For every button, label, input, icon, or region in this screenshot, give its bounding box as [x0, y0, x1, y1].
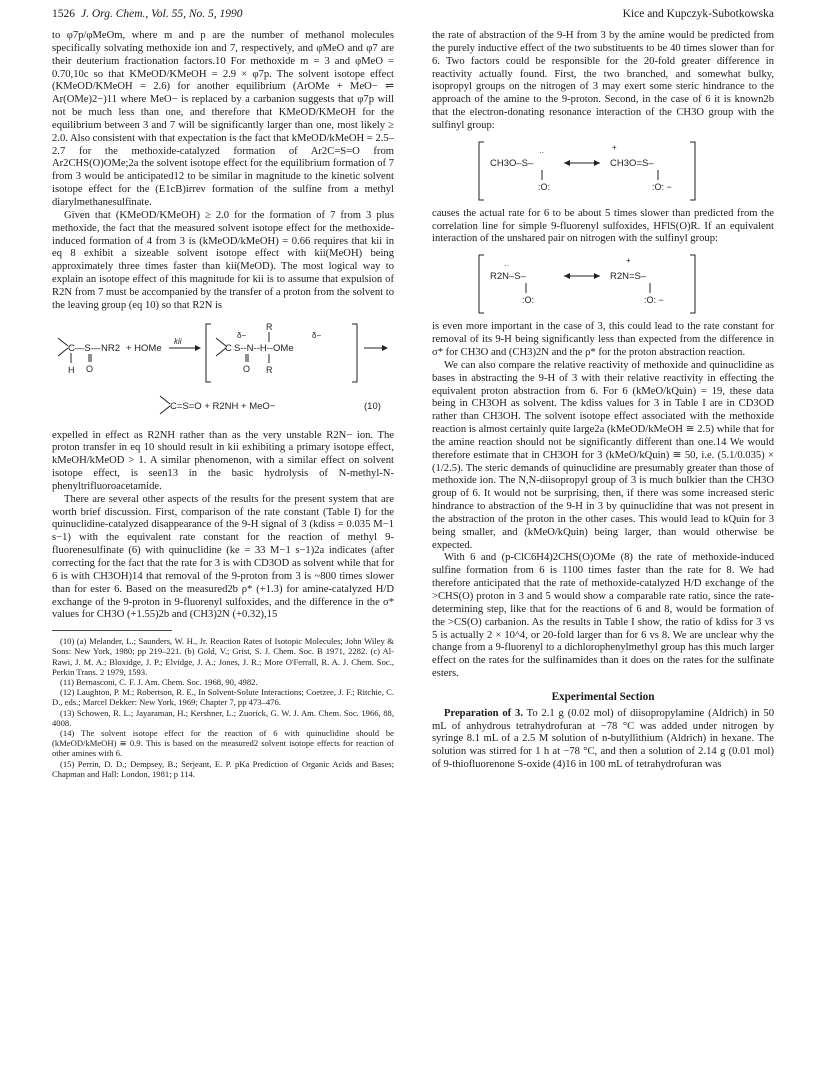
page-header — [52, 8, 774, 24]
svg-text:C: C — [225, 342, 232, 354]
paragraph: With 6 and (p-ClC6H4)2CHS(O)OMe (8) the rate of methoxide-induced sulfine formation from 6 is 1100 times faster than the rate for 8. We had therefore anticipated that the rate of methoxide-catalyzed H/D exchange of the >CHS(O) proton in 3 and 5 would show a comparable rate ratio, since the rate-determining step, like that for the reactions of 6 and 8, would be formation of the >CS(O) carbanion. As the results in Table I show, the ratio of kdiss for 3 vs 5 is actually 2 × 10^4, or 20-fold larger than for 6 vs 8. We are unclear why the change from a 9-fluorenyl to a dichlorophenylmethyl group has this much larger effect on the rates for the sulfinamides than it does on the rates for the sulfinate esters. — [432, 552, 774, 680]
amino-resonance-structure — [432, 251, 774, 317]
footnote: (10) (a) Melander, L.; Saunders, W. H., Jr. Reaction Rates of Isotopic Molecules; John Wiley & Sons: New York, 1980; pp 219–221. (b) Gold, V.; Grist, S. J. Chem. Soc. B 1971, 2282. (c) Al-Rawi, J. M. A.; Bloxidge, J. P.; Elvidge, J. A.; Jones, J. R.; More O'Ferrall, R. A. J. Chem. Soc., Perkin Trans. 2 1979, 1593. — [52, 636, 394, 677]
rate-constant-label: kii — [174, 336, 182, 346]
resonance-left-form: CH3O–S– — [490, 157, 534, 169]
svg-text:+: + — [626, 256, 631, 266]
run-in-heading: Preparation of 3. — [444, 707, 523, 719]
paragraph: Given that (KMeOD/KMeOH) ≥ 2.0 for the formation of 7 from 3 plus methoxide, the fact that the measured solvent isotope effect for the methoxide-induced formation of 4 from 3 is (kMeOD/kMeOH) = 0.66 requires that kii in eq 8 exhibit a sizeable solvent isotope effect with kii(MeOH) being approximately three times faster than kii(MeOD). The most logical way to explain an isotope effect of this magnitude for kii is to assume that expulsion of R2N from 7 must be accompanied by the transfer of a proton from the solvent to the leaving group (eq 10) so that R2N is — [52, 209, 394, 311]
equation-10-scheme — [52, 318, 394, 426]
section-title: Experimental Section — [551, 690, 655, 703]
svg-text::O: −: :O: − — [644, 295, 664, 306]
svg-text:··: ·· — [539, 147, 545, 157]
paragraph: the rate of abstraction of the 9-H from 3 by the amine would be predicted from the purely inductive effect of the two substituents to be 40 times slower than for 6. Two factors could be responsible for the 20-fold greater difference in reactivity actually found. First, the two branched, and somewhat bulky, isopropyl groups on the nitrogen of 3 may exert some steric hindrance to the approach of the amine to the 9-proton. Second, in the case of 6 it is known2b that the electron-donating resonance interaction of the CH3O group with the sulfinyl group: — [432, 30, 774, 131]
footnote: (11) Bernasconi, C. F. J. Am. Chem. Soc. 1968, 90, 4982. — [60, 677, 258, 688]
journal-citation: J. Org. Chem., Vol. 55, No. 5, 1990 — [81, 8, 243, 20]
footnote: (15) Perrin, D. D.; Dempsey, B.; Serjeant, E. P. pKa Prediction of Organic Acids and Bases; Chapman and Hall: London, 1981; p 114. — [52, 758, 394, 779]
svg-text:O: O — [86, 363, 94, 374]
svg-text::O:: :O: — [538, 181, 551, 192]
footnote-rule — [52, 630, 172, 631]
footnote: (13) Schowen, R. L.; Jayaraman, H.; Kershner, L.; Zuorick, G. W. J. Am. Chem. Soc. 1966, 88, 4008. — [52, 707, 394, 728]
right-column — [432, 30, 774, 772]
delta-minus-right: δ− — [312, 330, 322, 340]
paragraph: to φ7p/φMeOm, where m and p are the number of methanol molecules specifically solvating methoxide ion and 7, respectively, and φMeO and φ7 are their deuterium fractionation factors.10 For methoxide m = 3 and φMeO = 0.70,10c so that KMeOD/KMeOH = 2.9 × φ7p. The solvent isotope effect (KMeOD/KMeOH = 2.6) for another equilibrium (ArOMe + MeO− ⇌ Ar(OMe)2−)11 where MeO− is replaced by a carbanion suggests that φ7p will not be much less than one, and therefore that KMeOD/KMeOH for the equilibrium between 3 and 7 will be significantly larger than one, most likely ≥ 2.0. Also consistent with that expectation is the fact that kMeOD/kMeOH = 2.5–2.7 for the methoxide-catalyzed formation of Ar2C=S=O from Ar2CHS(O)OMe;2a the solvent isotope effect for the equilibrium formation of 7 from 3 would be anticipated12 to be similar in magnitude to the kinetic solvent isotope effect for the (E1cB)irrev formation of the sulfine from a methyl diarylmethanesulfinate. — [52, 30, 394, 208]
paragraph: causes the actual rate for 6 to be about 5 times slower than predicted from the correlation line for simple 9-fluorenyl sulfoxides, HFlS(O)R. If an equivalent interaction of the unshared pair on nitrogen with the sulfinyl group: — [432, 207, 774, 245]
paragraph: We can also compare the relative reactivity of methoxide and quinuclidine as bases in abstracting the 9-H of 3 with their relative reactivity in effecting the equivalent proton abstraction from 6. For 6 (kMeO/kQuin) = 19, these data being in CH3OH as solvent. The kdiss values for 3 in Table I are in CD3OD rather than CH3OH. The solvent isotope effect associated with the methoxide reaction is almost certainly quite large2a (kMeOD/kMeOH ≅ 2.5) while that for the amine reaction should not be significantly different than one.14 We would therefore estimate that in CH3OH for 3 (kMeO/kQuin) ≅ 50, i.e. (5.1/0.035) × (1/2.5). The steric demands of quinuclidine are presumably greater than those of methoxide ion. The N,N-diisopropyl group of 3 is much bulkier than the CH3O group of 6. It would not be surprising, then, if there was some increased steric hindrance to abstraction of the 9-H in 3 by quinuclidine that was not present in the abstraction of the proton in the other cases. This would lead to kQuin for 3 being smaller, and (kMeO/kQuin) being larger, than would otherwise be expected. — [432, 359, 774, 551]
methoxy-resonance-structure — [432, 138, 774, 204]
svg-text::O:: :O: — [522, 295, 535, 306]
svg-text:H: H — [68, 364, 75, 375]
paragraph: is even more important in the case of 3, this could lead to the rate constant for removal of its 9-H being significantly less than expected from the difference in σ* for CH3O and (CH3)2N and the ρ* for the proton abstraction reaction. — [432, 321, 774, 358]
delta-minus-left: δ− — [237, 330, 247, 340]
equation-number: (10) — [364, 400, 381, 412]
footnote: (14) The solvent isotope effect for the reaction of 6 with quinuclidine should be (kMeOD/kMeOH) ≅ 0.9. This is based on the measured2 solvent isotope effects for reaction of other amines with 6. — [52, 728, 394, 759]
footnotes — [52, 636, 394, 779]
svg-text:+: + — [612, 142, 617, 152]
svg-text:O: O — [243, 363, 251, 374]
reagent-plus: + HOMe — [126, 342, 162, 354]
ts-bottom-substituent: R — [266, 364, 273, 375]
transition-state-chain: S--N--H--OMe — [234, 342, 294, 354]
page-number: 1526 — [52, 8, 75, 20]
footnote: (12) Laughton, P. M.; Robertson, R. E., In Solvent-Solute Interactions; Coetzee, J. F.; Ritchie, C. D., eds.; Marcel Dekker: New York, 1969; Chapter 7, pp 473–476. — [52, 687, 394, 708]
running-authors: Kice and Kupczyk-Subotkowska — [622, 8, 774, 20]
ts-top-substituent: R — [266, 321, 273, 332]
resonance-right-form: R2N=S– — [610, 271, 647, 283]
paragraph: expelled in effect as R2NH rather than as the very unstable R2N− ion. The proton transfer in eq 10 should result in kii exhibiting a primary isotope effect, kMeOH/kMeOD > 1. A similar phenomenon, with a similar effect on solvent isotope effect, is seen13 in the basic hydrolysis of N-methyl-N-phenyltrifluoroacetamide. — [52, 429, 394, 492]
resonance-left-form: R2N–S– — [490, 271, 526, 283]
paragraph: There are several other aspects of the results for the present system that are worth brief discussion. First, comparison of the rate constant (Table I) for the quinuclidine-catalyzed disappearance of the 9-H signal of 3 (kdiss = 0.035 M−1 s−1) with the equivalent rate constant for the reaction of methyl 9-fluorenesulfinate (6) with quinuclidine (ke = 33 M−1 s−1)2a indicates (after correcting for the fact that the rate for 3 is with CD3OD as solvent while that for 6 is with CH3OH)14 that removal of the 9-proton from 3 is ~800 times slower than for ester 6. Based on the measured2b ρ* (+1.3) for amine-catalyzed H/D exchange of the 9-proton in 9-fluorenyl sulfoxides, and the difference in the σ* values for CH3O (+1.55)2b and (CH3)2N (+0.32),15 — [52, 493, 394, 621]
svg-text:C—S—: C—S— — [68, 342, 101, 354]
svg-text::O: −: :O: − — [652, 181, 672, 192]
resonance-right-form: CH3O=S– — [610, 157, 654, 169]
paragraph — [432, 708, 774, 772]
paragraph-text: To 2.1 g (0.02 mol) of diisopropylamine (Aldrich) in 50 mL of anhydrous tetrahydrofuran at −78 °C was added under nitrogen by syringe 8.1 mL of a 2.5 M solution of n-butyllithium (Aldrich) in hexane. The solution was stirred for 1 h at −78 °C, and then a solution of 2.14 g (0.01 mol) of 9-thiofluorenone S-oxide (4)16 in 100 mL of tetrahydrofuran was — [432, 707, 774, 771]
svg-text:··: ·· — [504, 261, 510, 271]
left-column — [52, 30, 394, 779]
reactant-group: NR2 — [101, 342, 121, 354]
products: C=S=O + R2NH + MeO− — [170, 400, 276, 412]
